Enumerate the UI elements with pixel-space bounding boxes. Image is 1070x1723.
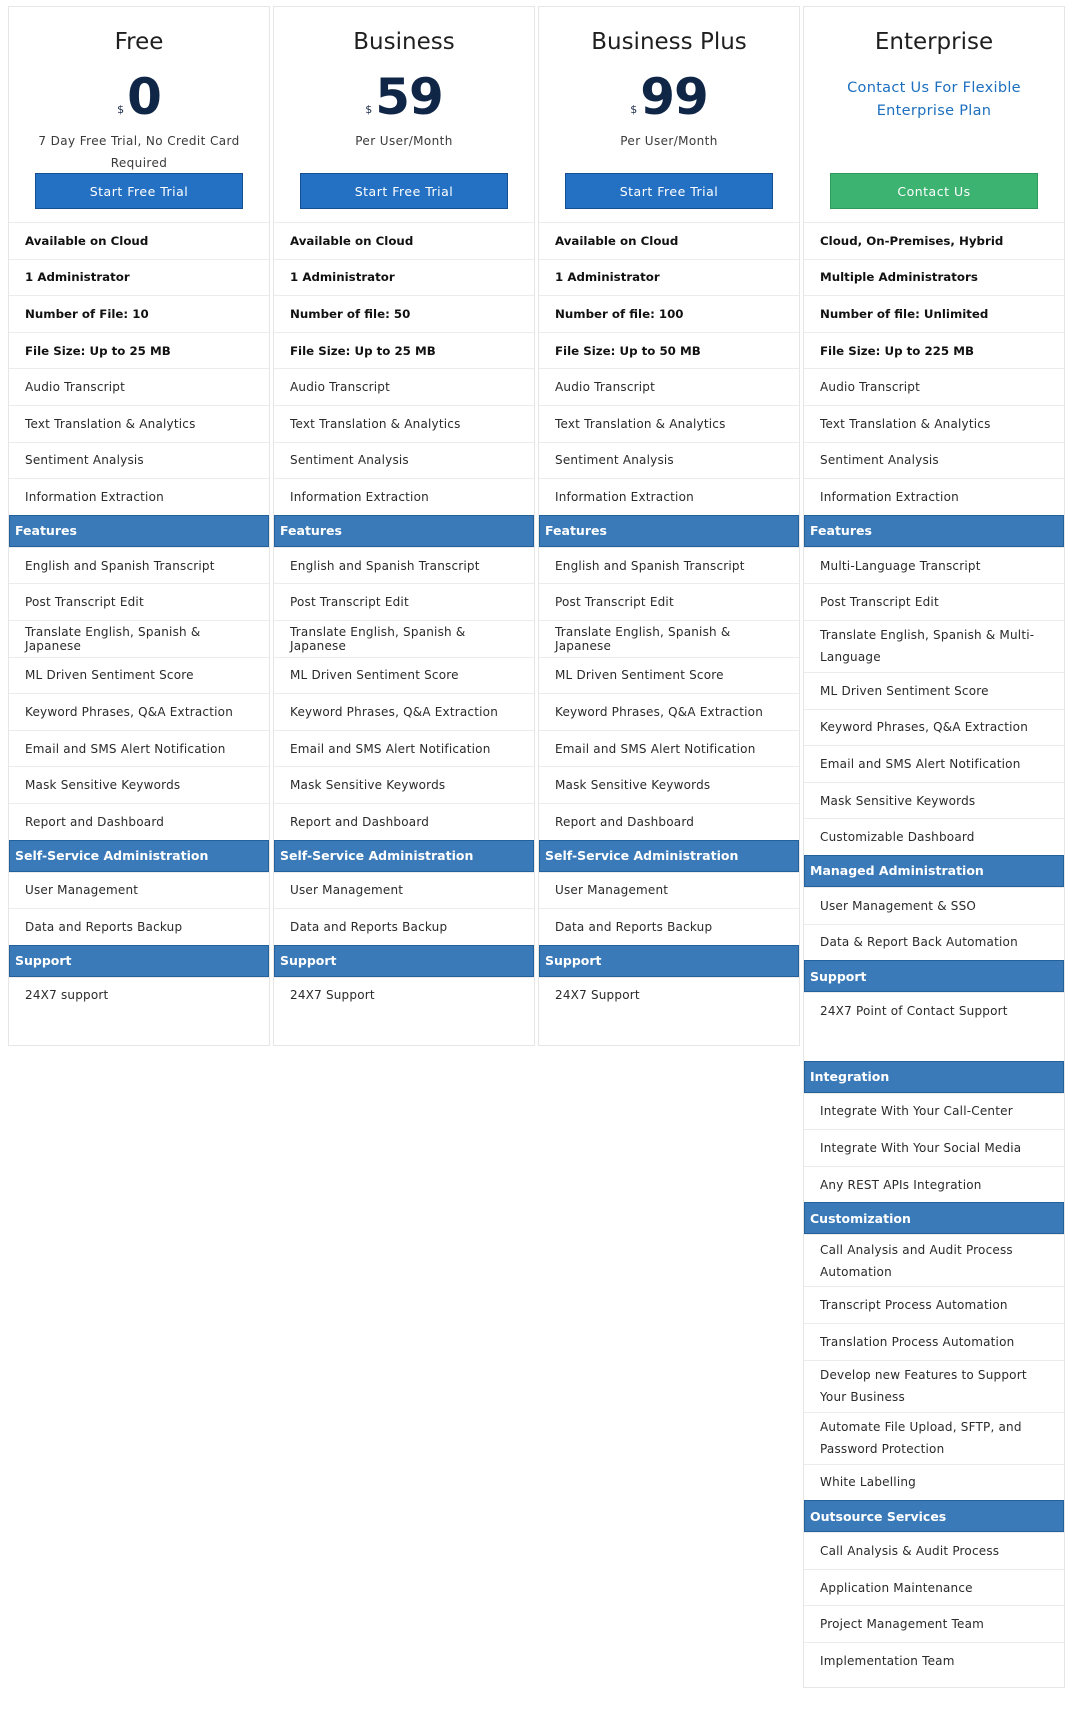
list-item: Available on Cloud: [9, 222, 269, 259]
plan-card-enterprise: [803, 6, 1065, 1688]
list-item: Integrate With Your Social Media: [804, 1129, 1064, 1166]
section-header-outsource: Outsource Services: [804, 1500, 1064, 1532]
list-item: 24X7 Support: [274, 977, 534, 1014]
list-item: English and Spanish Transcript: [539, 547, 799, 584]
list-item: Translate English, Spanish & Multi-Language: [804, 620, 1064, 672]
list-item: Translate English, Spanish & Japanese: [274, 620, 534, 657]
section-header-support: Support: [274, 945, 534, 977]
list-item: Mask Sensitive Keywords: [274, 766, 534, 803]
plan-name: Business Plus: [591, 29, 747, 55]
list-item: Data & Report Back Automation: [804, 924, 1064, 961]
list-item: ML Driven Sentiment Score: [274, 657, 534, 694]
section-header-administration: Self-Service Administration: [539, 840, 799, 872]
list-item: Email and SMS Alert Notification: [9, 730, 269, 767]
plan-header: [804, 7, 1064, 222]
list-item: 24X7 support: [9, 977, 269, 1014]
currency-symbol: $: [365, 103, 373, 116]
list-item: Email and SMS Alert Notification: [804, 745, 1064, 782]
list-item: Audio Transcript: [274, 368, 534, 405]
list-item: Text Translation & Analytics: [274, 405, 534, 442]
section-header-features: Features: [9, 515, 269, 547]
list-item: White Labelling: [804, 1464, 1064, 1501]
price: [9, 69, 269, 125]
list-item: Data and Reports Backup: [539, 908, 799, 945]
list-item: User Management: [9, 872, 269, 909]
plan-name: Enterprise: [874, 29, 994, 55]
list-item: User Management: [274, 872, 534, 909]
section-header-features: Features: [804, 515, 1064, 547]
list-item: Mask Sensitive Keywords: [539, 766, 799, 803]
list-item: Post Transcript Edit: [274, 583, 534, 620]
list-item: Translation Process Automation: [804, 1323, 1064, 1360]
list-item: English and Spanish Transcript: [9, 547, 269, 584]
list-item: 24X7 Point of Contact Support: [804, 992, 1064, 1029]
list-item: File Size: Up to 25 MB: [9, 332, 269, 369]
list-item: Available on Cloud: [274, 222, 534, 259]
section-header-administration: Self-Service Administration: [9, 840, 269, 872]
plan-card-business-plus: [538, 6, 800, 1046]
contact-link[interactable]: Contact Us For Flexible Enterprise Plan: [847, 80, 1021, 119]
list-item: Transcript Process Automation: [804, 1286, 1064, 1323]
list-item: Customizable Dashboard: [804, 818, 1064, 855]
list-item: Translate English, Spanish & Japanese: [539, 620, 799, 657]
list-item: Information Extraction: [274, 478, 534, 515]
list-item: File Size: Up to 50 MB: [539, 332, 799, 369]
section-header-features: Features: [539, 515, 799, 547]
list-item: Email and SMS Alert Notification: [539, 730, 799, 767]
section-header-support: Support: [539, 945, 799, 977]
list-item: Sentiment Analysis: [9, 442, 269, 479]
list-item: Keyword Phrases, Q&A Extraction: [274, 693, 534, 730]
list-item: Data and Reports Backup: [274, 908, 534, 945]
price: [274, 69, 534, 125]
list-item: Audio Transcript: [804, 368, 1064, 405]
list-item: Post Transcript Edit: [9, 583, 269, 620]
plan-header: [274, 7, 534, 222]
list-item: Audio Transcript: [9, 368, 269, 405]
list-item: Mask Sensitive Keywords: [9, 766, 269, 803]
list-item: 1 Administrator: [9, 259, 269, 296]
list-item: Multiple Administrators: [804, 259, 1064, 296]
list-item: File Size: Up to 225 MB: [804, 332, 1064, 369]
section-header-administration: Self-Service Administration: [274, 840, 534, 872]
list-item: File Size: Up to 25 MB: [274, 332, 534, 369]
list-item: Information Extraction: [804, 478, 1064, 515]
list-item: Mask Sensitive Keywords: [804, 782, 1064, 819]
list-item: Number of file: 50: [274, 295, 534, 332]
section-header-support: Support: [804, 960, 1064, 992]
list-item: ML Driven Sentiment Score: [9, 657, 269, 694]
section-header-features: Features: [274, 515, 534, 547]
list-item: User Management: [539, 872, 799, 909]
currency-symbol: $: [630, 103, 638, 116]
plan-card-business: [273, 6, 535, 1046]
start-free-trial-button[interactable]: Start Free Trial: [35, 173, 243, 209]
list-item: Implementation Team: [804, 1642, 1064, 1679]
list-item: Text Translation & Analytics: [539, 405, 799, 442]
list-item: ML Driven Sentiment Score: [539, 657, 799, 694]
list-item: Cloud, On-Premises, Hybrid: [804, 222, 1064, 259]
section-header-administration: Managed Administration: [804, 855, 1064, 887]
list-item: 1 Administrator: [274, 259, 534, 296]
list-item: Audio Transcript: [539, 368, 799, 405]
list-item: Number of file: Unlimited: [804, 295, 1064, 332]
list-item: Application Maintenance: [804, 1569, 1064, 1606]
list-item: Information Extraction: [539, 478, 799, 515]
list-item: Text Translation & Analytics: [9, 405, 269, 442]
price-note: 7 Day Free Trial, No Credit Card Required: [38, 134, 240, 170]
list-item: User Management & SSO: [804, 887, 1064, 924]
plan-card-free: [8, 6, 270, 1046]
list-item: Post Transcript Edit: [539, 583, 799, 620]
list-item: Call Analysis & Audit Process: [804, 1532, 1064, 1569]
list-item: Sentiment Analysis: [274, 442, 534, 479]
price-amount: 99: [640, 68, 708, 126]
list-item: Call Analysis and Audit Process Automation: [804, 1234, 1064, 1286]
list-item: Number of file: 100: [539, 295, 799, 332]
list-item: Report and Dashboard: [9, 803, 269, 840]
list-item: Project Management Team: [804, 1605, 1064, 1642]
section-header-integration: Integration: [804, 1061, 1064, 1093]
list-item: Number of File: 10: [9, 295, 269, 332]
list-item: English and Spanish Transcript: [274, 547, 534, 584]
plan-name: Business: [353, 29, 455, 55]
price-note: Per User/Month: [620, 134, 718, 148]
list-item: Any REST APIs Integration: [804, 1166, 1064, 1203]
list-item: Integrate With Your Call-Center: [804, 1093, 1064, 1130]
list-item: 1 Administrator: [539, 259, 799, 296]
currency-symbol: $: [117, 103, 125, 116]
start-free-trial-button[interactable]: Start Free Trial: [300, 173, 508, 209]
start-free-trial-button[interactable]: Start Free Trial: [565, 173, 773, 209]
price-amount: 59: [375, 68, 443, 126]
list-item: Email and SMS Alert Notification: [274, 730, 534, 767]
plan-header: [539, 7, 799, 222]
list-item: Sentiment Analysis: [804, 442, 1064, 479]
list-item: Keyword Phrases, Q&A Extraction: [9, 693, 269, 730]
list-item: Multi-Language Transcript: [804, 547, 1064, 584]
plan-name: Free: [114, 29, 164, 55]
list-item: 24X7 Support: [539, 977, 799, 1014]
list-item: Post Transcript Edit: [804, 583, 1064, 620]
price: [539, 69, 799, 125]
list-item: ML Driven Sentiment Score: [804, 672, 1064, 709]
list-item: Text Translation & Analytics: [804, 405, 1064, 442]
list-item: Sentiment Analysis: [539, 442, 799, 479]
list-item: Information Extraction: [9, 478, 269, 515]
plan-header: [9, 7, 269, 222]
list-item: Data and Reports Backup: [9, 908, 269, 945]
price-amount: 0: [127, 68, 161, 126]
section-header-support: Support: [9, 945, 269, 977]
list-item: Keyword Phrases, Q&A Extraction: [539, 693, 799, 730]
list-item: Report and Dashboard: [274, 803, 534, 840]
contact-us-button[interactable]: Contact Us: [830, 173, 1038, 209]
list-item: Develop new Features to Support Your Business: [804, 1360, 1064, 1412]
list-item: Translate English, Spanish & Japanese: [9, 620, 269, 657]
list-item: Available on Cloud: [539, 222, 799, 259]
list-item: Keyword Phrases, Q&A Extraction: [804, 709, 1064, 746]
price-note: Per User/Month: [355, 134, 453, 148]
section-header-customization: Customization: [804, 1202, 1064, 1234]
list-item: Automate File Upload, SFTP, and Password Protection: [804, 1412, 1064, 1464]
list-item: Report and Dashboard: [539, 803, 799, 840]
